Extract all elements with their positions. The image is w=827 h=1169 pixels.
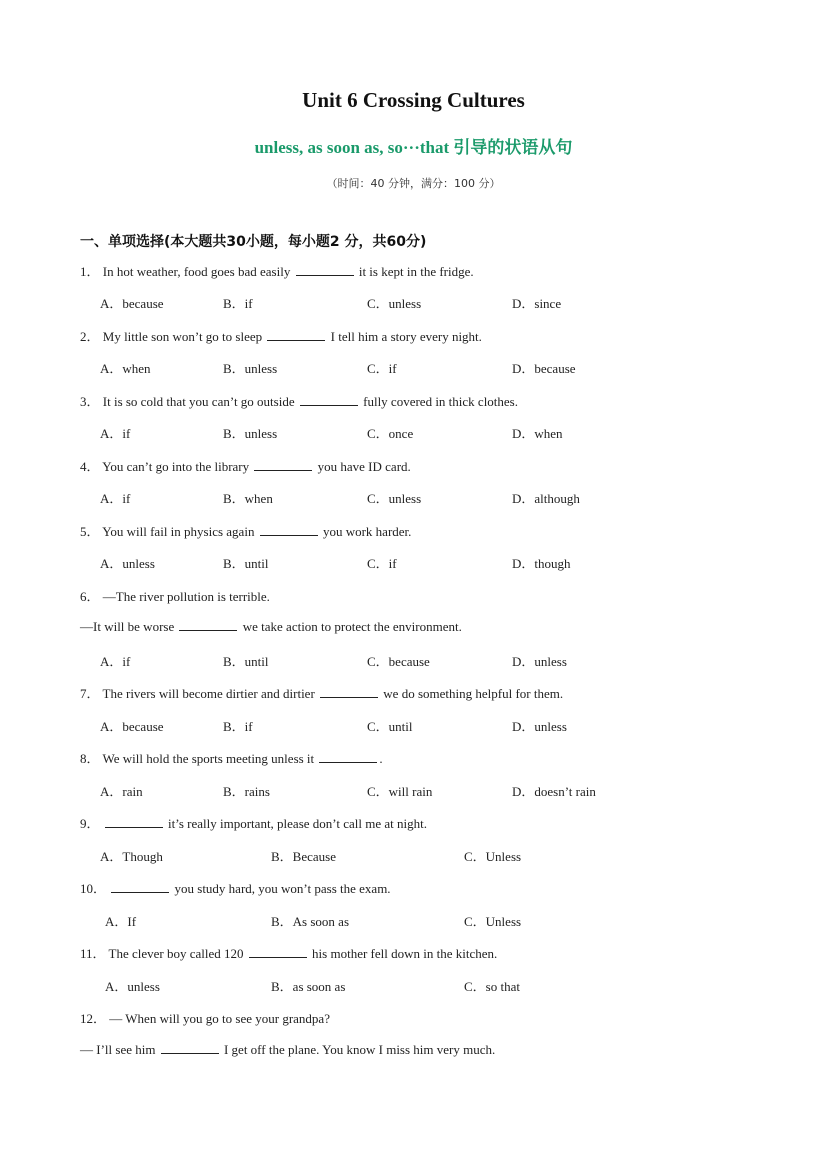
option-a: A．because — [100, 296, 164, 311]
question-text-post: I get off the plane. You know I miss him very much. — [223, 1042, 496, 1057]
answer-blank — [300, 393, 358, 406]
question-text-post: . — [379, 751, 383, 766]
option-a: A．when — [100, 361, 151, 376]
question-6 — [80, 586, 270, 605]
page-subtitle: unless, as soon as, so···that 引导的状语从句 — [254, 138, 573, 157]
question-7 — [80, 683, 563, 702]
option-c: C．if — [367, 556, 397, 571]
question-text-pre: The clever boy called 120 — [108, 946, 244, 961]
option-c: C．once — [367, 426, 414, 441]
option-b: B．unless — [223, 426, 278, 441]
question-number: 9． — [80, 816, 100, 831]
question-text-pre: — When will you go to see your grandpa? — [109, 1011, 330, 1026]
question-text-post: it’s really important, please don’t call me at night. — [168, 816, 427, 831]
question-1 — [80, 261, 474, 280]
question-text-pre: — I’ll see him — [80, 1042, 156, 1057]
option-a: A．unless — [105, 979, 160, 994]
question-2 — [80, 326, 482, 345]
answer-blank — [179, 618, 237, 631]
option-a: A．if — [100, 654, 131, 669]
answer-blank — [254, 458, 312, 471]
question-text-pre: You can’t go into the library — [102, 459, 250, 474]
question-text-pre: My little son won’t go to sleep — [102, 329, 263, 344]
answer-blank — [105, 815, 163, 828]
question-4 — [80, 456, 411, 475]
option-a: A．because — [100, 719, 164, 734]
question-text-pre: You will fail in physics again — [102, 524, 255, 539]
option-d: D．because — [512, 361, 576, 376]
question-12 — [80, 1008, 330, 1027]
answer-blank — [249, 945, 307, 958]
question-number: 1． — [80, 264, 100, 279]
question-number: 3． — [80, 394, 100, 409]
option-d: D．although — [512, 491, 580, 506]
option-c: C．because — [367, 654, 430, 669]
answer-blank — [111, 880, 169, 893]
question-number: 4． — [80, 459, 100, 474]
option-d: D．unless — [512, 654, 567, 669]
question-number: 12． — [80, 1011, 107, 1026]
option-c: C．unless — [367, 491, 422, 506]
option-a: A．unless — [100, 556, 155, 571]
option-c: C．Unless — [464, 914, 522, 929]
option-d: D．unless — [512, 719, 567, 734]
option-a: A．if — [100, 426, 131, 441]
question-10 — [80, 878, 391, 897]
option-d: D．doesn’t rain — [512, 784, 596, 799]
page-title: Unit 6 Crossing Cultures — [302, 88, 525, 112]
option-b: B．if — [223, 719, 253, 734]
question-text-post: you work harder. — [322, 524, 412, 539]
option-b: B．until — [223, 654, 269, 669]
question-text-post: fully covered in thick clothes. — [363, 394, 518, 409]
option-c: C．will rain — [367, 784, 433, 799]
question-text-pre: We will hold the sports meeting unless it — [102, 751, 315, 766]
option-b: B．if — [223, 296, 253, 311]
option-a: A．Though — [100, 849, 163, 864]
option-b: B．unless — [223, 361, 278, 376]
option-b: B．Because — [271, 849, 336, 864]
question-number: 11． — [80, 946, 106, 961]
question-text-post: you have ID card. — [317, 459, 411, 474]
option-c: C．if — [367, 361, 397, 376]
option-a: A．if — [100, 491, 131, 506]
question-12-line-2 — [80, 1041, 495, 1058]
option-a: A．If — [105, 914, 137, 929]
option-b: B．when — [223, 491, 273, 506]
option-d: D．since — [512, 296, 562, 311]
question-number: 10． — [80, 881, 107, 896]
time-info: （时间：40 分钟，满分：100 分） — [326, 177, 501, 190]
question-6-line-2 — [80, 618, 462, 635]
option-c: C．Unless — [464, 849, 522, 864]
question-number: 8． — [80, 751, 100, 766]
question-text-pre: The rivers will become dirtier and dirtier — [102, 686, 315, 701]
answer-blank — [296, 263, 354, 276]
answer-blank — [260, 523, 318, 536]
option-a: A．rain — [100, 784, 143, 799]
question-text-post: I tell him a story every night. — [330, 329, 482, 344]
option-c: C．until — [367, 719, 413, 734]
question-number: 6． — [80, 589, 100, 604]
question-text-post: it is kept in the fridge. — [358, 264, 474, 279]
question-9 — [80, 813, 427, 832]
question-text-pre: —The river pollution is terrible. — [102, 589, 270, 604]
question-3 — [80, 391, 518, 410]
question-text-post: you study hard, you won’t pass the exam. — [174, 881, 391, 896]
option-b: B．As soon as — [271, 914, 350, 929]
answer-blank — [161, 1041, 219, 1054]
answer-blank — [320, 685, 378, 698]
question-5 — [80, 521, 411, 540]
option-d: D．when — [512, 426, 563, 441]
question-text-post: we do something helpful for them. — [383, 686, 564, 701]
answer-blank — [267, 328, 325, 341]
question-text-post: his mother fell down in the kitchen. — [312, 946, 498, 961]
option-b: B．until — [223, 556, 269, 571]
option-d: D．though — [512, 556, 571, 571]
question-number: 7． — [80, 686, 100, 701]
option-c: C．so that — [464, 979, 520, 994]
option-c: C．unless — [367, 296, 422, 311]
question-11 — [80, 943, 497, 962]
question-text-post: we take action to protect the environment. — [242, 619, 462, 634]
question-number: 5． — [80, 524, 100, 539]
question-text-pre: —It will be worse — [80, 619, 175, 634]
option-b: B．as soon as — [271, 979, 346, 994]
question-number: 2． — [80, 329, 100, 344]
question-8 — [80, 748, 383, 767]
question-text-pre: In hot weather, food goes bad easily — [102, 264, 291, 279]
question-text-pre: It is so cold that you can’t go outside — [102, 394, 295, 409]
answer-blank — [319, 750, 377, 763]
section-heading: 一、单项选择(本大题共30小题，每小题2 分，共60分) — [80, 234, 427, 250]
option-b: B．rains — [223, 784, 270, 799]
